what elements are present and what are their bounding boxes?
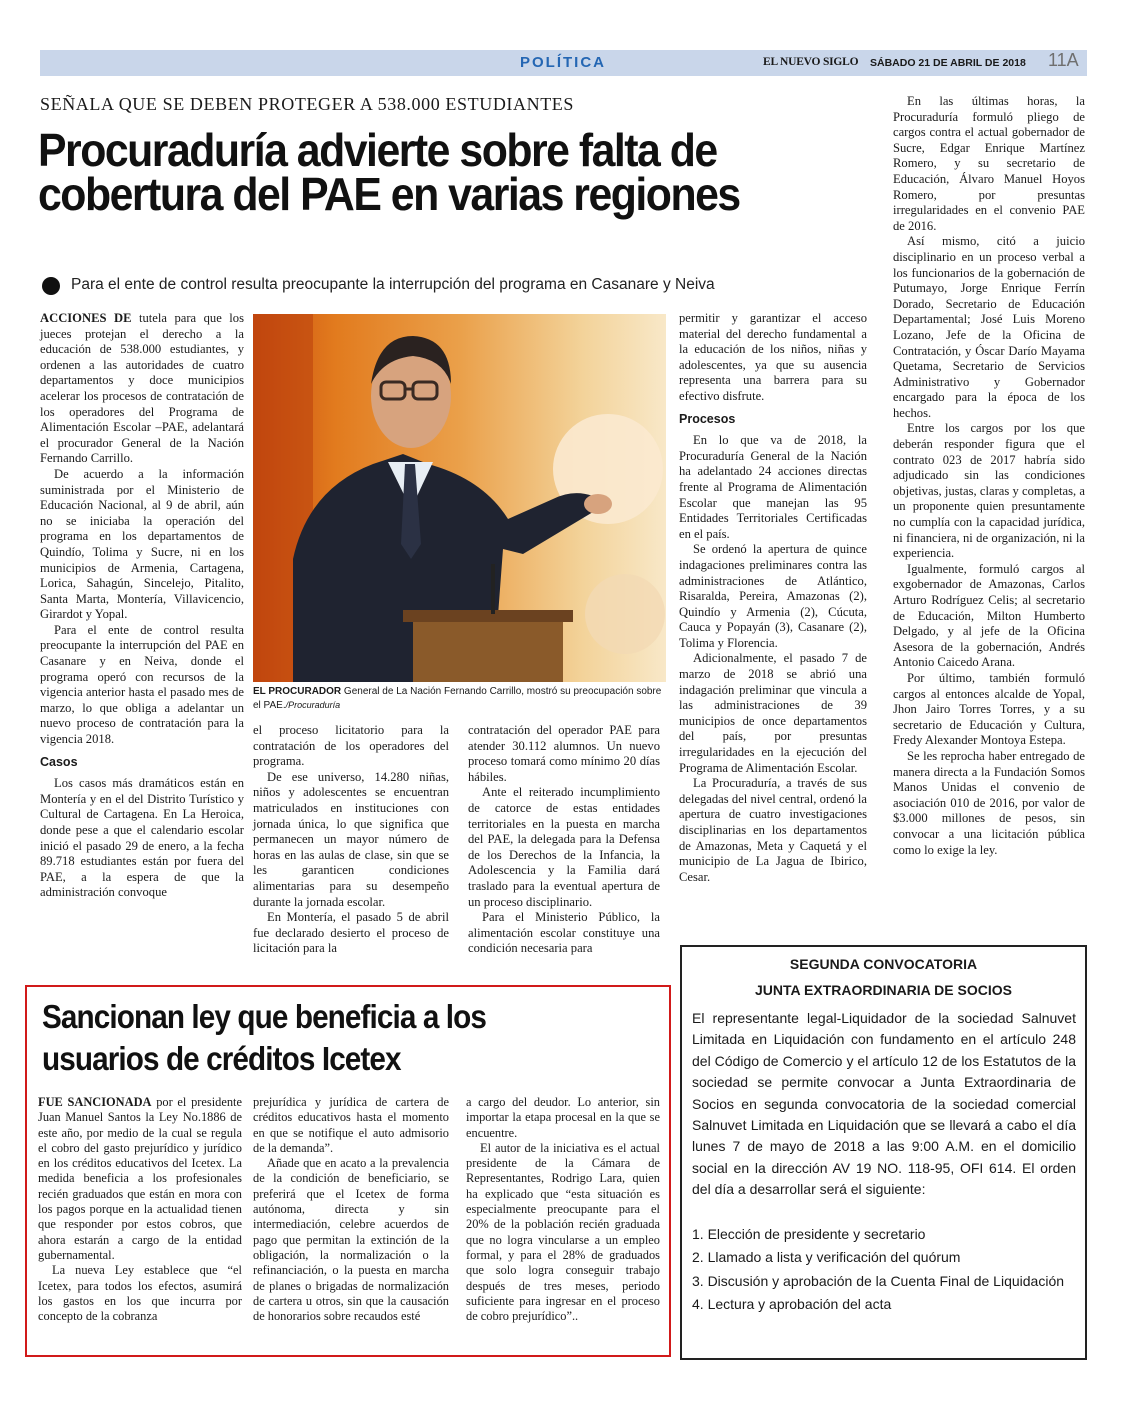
paragraph: Adicionalmente, el pasado 7 de marzo de 2018 se abrió una indagación preliminar que vincula a las administraciones de 39 municipios de once departamentos del país, por presuntas irregularidades en la ejecución del Programa de Alimentación Escolar. [679,651,867,775]
paragraph: contratación del operador PAE para atender 30.112 alumnos. Un nuevo proceso tomará como mínimo 20 días hábiles. [468,723,660,784]
agenda-item: 1. Elección de presidente y secretario [692,1226,926,1242]
main-column-5 [893,94,1085,858]
main-column-3 [468,723,660,957]
paragraph: La Procuraduría, a través de sus delegadas del nivel central, ordenó la apertura de cuatro investigaciones disciplinarias en los departamentos de Amazonas, Meta y Caquetá y el municipio de La Jagua de Ibirico, Cesar. [679,776,867,884]
paragraph [40,311,244,467]
bullet-icon [42,277,60,295]
second-column-1 [38,1095,242,1324]
photo-caption [253,686,666,712]
lead-text: por el presidente Juan Manuel Santos la Ley No.1886 de este año, por medio de la cual se regula el cobro del gasto prejurídico y jurídico en los créditos educativos del Icetex. La medida beneficia a los profesionales recién graduados que están en mora con los pagos porque en la actualidad tienen que responder por estos cobros, que ahora estarán a cargo de la entidad gubernamental. [38,1095,242,1262]
section-name: POLÍTICA [520,54,606,71]
second-column-3 [466,1095,660,1324]
main-column-1 [40,311,244,901]
story-kicker: SEÑALA QUE SE DEBEN PROTEGER A 538.000 ESTUDIANTES [40,94,575,114]
paragraph: Añade que en acato a la prevalencia de la condición de beneficiario, se preferirá que el Icetex de forma autónoma, directa y sin intermediación, celebre acuerdos de pago que permitan la extinción de la obligación, la normalización o la refinanciación, o la puesta en marcha de planes o brigadas de normalización de cartera u otros, sin que la causación de honorarios sobre recaudos esté [253,1156,449,1324]
agenda-item: 2. Llamado a lista y verificación del quórum [692,1249,961,1266]
paragraph: Así mismo, citó a juicio disciplinario en un proceso verbal a los funcionarios de la gobernación de Putumayo, Jorge Enrique Ferrín Dorado, Secretario de Educación Departamental; José Luis Moreno Lozano, Jefe de la Oficina de Contratación, y Óscar Darío Mayama Quetama, Secretario de Servicios Administrativo y Gobernador encargado para la época de los hechos. [893,234,1085,420]
paragraph: Los casos más dramáticos están en Montería y en el del Distrito Turístico y Cultural de Cartagena. En La Heroica, donde pese a que el calendario escolar inició el pasado 29 de enero, a la fecha 89.718 estudiantes están por fuera del PAE, a la espera de que la administración convoque [40,776,244,900]
caption-lead: EL PROCURADOR [253,686,342,697]
paragraph: a cargo del deudor. Lo anterior, sin importar la etapa procesal en la que se encuentre. [466,1095,660,1140]
issue-date: SÁBADO 21 DE ABRIL DE 2018 [870,57,1026,69]
paragraph: Para el Ministerio Público, la alimentación escolar constituye una condición necesaria para [468,910,660,956]
notice-subtitle: JUNTA EXTRAORDINARIA DE SOCIOS [755,982,1012,998]
photo-credit: /Procuraduría [285,699,341,710]
second-headline: Sancionan ley que beneficia a los usuarios de créditos Icetex [42,998,487,1077]
second-column-2 [253,1095,449,1324]
paragraph: Para el ente de control resulta preocupante la interrupción del PAE en Casanare y en Neiva, donde el programa operó con recursos de la vigencia anterior hasta el pasado mes de marzo, lo que obliga a adelantar un nuevo proceso de contratación para la vigencia 2018. [40,622,244,747]
paragraph: En lo que va de 2018, la Procuraduría General de la Nación ha adelantado 24 acciones directas frente al Programa de Alimentación Escolar que manejan las 95 Entidades Territoriales Certificadas en el país. [679,433,867,541]
agenda-item: 4. Lectura y aprobación del acta [692,1296,892,1313]
notice-agenda [692,1224,1076,1318]
main-headline: Procuraduría advierte sobre falta de cobertura del PAE en varias regiones [38,124,740,220]
caption-text: General de La Nación Fernando Carrillo, mostró su preocupación sobre el PAE. [253,686,662,711]
paragraph: Entre los cargos por los que deberán responder figura que el contrato 023 de 2017 habría sido adjudicado sin las condiciones objetivas, justas, claras y completas, a un proponente quien presuntamente no cumplía con la capacidad jurídica, ni financiera, ni de organización, ni la experiencia. [893,421,1085,561]
main-column-2 [253,723,449,957]
lead-text: tutela para que los jueces protejan el derecho a la educación de 538.000 estudiantes, y ordenen a las autoridades de cuatro departamentos y doce municipios acelerar los procesos de contratación de los operadores del Programa de Alimentación Escolar –PAE, adelantará el procurador General de la Nación Fernando Carrillo. [40,311,245,466]
section-subhead: Casos [40,754,78,769]
lead-in: ACCIONES DE [40,311,132,325]
section-subhead: Procesos [679,411,736,426]
procurador-photo-illustration [253,314,666,682]
paragraph: En Montería, el pasado 5 de abril fue declarado desierto el proceso de licitación para la [253,910,449,956]
paragraph: Igualmente, formuló cargos al exgobernador de Amazonas, Carlos Arturo Rodríguez Celis; al secretario de Educación, Milton Humberto Delgado, y al jefe de la Oficina Asesora de la gobernación, Andrés Antonio Caicedo Arana. [893,561,1085,670]
paragraph: prejurídica y jurídica de cartera de créditos educativos hasta el momento en que se notifique el auto admisorio de la demanda”. [253,1095,449,1155]
paragraph: permitir y garantizar el acceso material del derecho fundamental a la educación de los niños, niñas y adolescentes, ya que su ausencia representa una barrera para su efectivo disfrute. [679,311,867,403]
paragraph: En las últimas horas, la Procuraduría formuló pliego de cargos contra el actual gobernador de Sucre, Edgar Enrique Martínez Romero, y su secretario de Educación, Álvaro Manuel Hoyos Romero, por presuntas irregularidades en el convenio PAE de 2016. [893,94,1085,233]
main-subheadline: Para el ente de control resulta preocupante la interrupción del programa en Casanare y Neiva [71,276,715,293]
paragraph: De ese universo, 14.280 niñas, niños y adolescentes se encuentran matriculados en instituciones con jornada única, lo que significa que permanecen un mayor número de horas en las aulas de clase, sin que se les garanticen condiciones alimentarias para su desempeño durante la jornada escolar. [253,769,449,909]
paragraph: el proceso licitatorio para la contratación de los operadores del programa. [253,723,449,769]
paragraph: Ante el reiterado incumplimiento de catorce de estas entidades territoriales en la puesta en marcha del PAE, la delegada para la Defensa de los Derechos de la Infancia, la Adolescencia y la Familia dará traslado para la eventual apertura de un proceso disciplinario. [468,785,660,909]
paragraph: De acuerdo a la información suministrada por el Ministerio de Educación Nacional, al 9 de abril, aún no se iniciaba la operación del programa en los departamentos de Quindío, Tolima y Sucre, ni en los municipios de Armenia, Cartagena, Lorica, Sahagún, Sincelejo, Pitalito, Santa Marta, Montería, Villavicencio, Girardot y Yopal. [40,466,244,622]
main-column-4 [679,311,867,885]
paragraph: La nueva Ley establece que “el Icetex, para todos los efectos, asumirá los gastos en los que incurra por concepto de la cobranza [38,1263,242,1324]
page-number: 11A [1048,50,1079,70]
paragraph: El autor de la iniciativa es el actual presidente de la Cámara de Representantes, Rodrigo Lara, quien ha explicado que “esta situación es especialmente preocupante para el 20% de la población recién graduada que no logra vincularse a un empleo formal, y para el 28% de graduados que solo logra conseguir trabajo después de tres meses, periodo suficiente para ingresar en el proceso de cobro prejurídico”.. [466,1140,660,1324]
newspaper-name: EL NUEVO SIGLO [763,56,859,68]
news-photo [253,314,666,682]
notice-body: El representante legal-Liquidador de la sociedad Salnuvet Limitada en Liquidación con fundamento en el artículo 248 del Código de Comercio y el artículo 12 de los Estatutos de la sociedad se permite convocar a Junta Extraordinaria de Socios en segunda convocatoria de la sociedad comercial Salnuvet Limitada en Liquidación que se llevará a cabo el día lunes 7 de mayo de 2018 a las 9:00 A.M. en el domicilio social en la dirección AV 19 NO. 118-95, OFI 614. El orden del día a desarrollar será el siguiente: [692,1010,1076,1198]
lead-in: FUE SANCIONADA [38,1095,152,1109]
notice-title: SEGUNDA CONVOCATORIA [789,956,978,972]
agenda-item: 3. Discusión y aprobación de la Cuenta Final de Liquidación [692,1272,1065,1289]
paragraph [38,1095,242,1263]
paragraph: Se ordenó la apertura de quince indagaciones preliminares contra las administraciones de Atlántico, Risaralda, Pereira, Amazonas (2), Quindío y Armenia (2), Cúcuta, Cauca y Popayán (3), Casanare (2), Tolima y Florencia. [679,542,867,650]
paragraph: Se les reprocha haber entregado de manera directa a la Fundación Somos Manos Unidas el convenio de asociación 010 de 2016, por valor de $3.000 millones de pesos, sin convocar a una licitación pública como lo exige la ley. [893,748,1085,857]
paragraph: Por último, también formuló cargos al entonces alcalde de Yopal, Jhon Jairo Torres Torres, y a su secretario de Educación y Cultura, Fredy Alexander Montoya Estepa. [893,670,1085,748]
